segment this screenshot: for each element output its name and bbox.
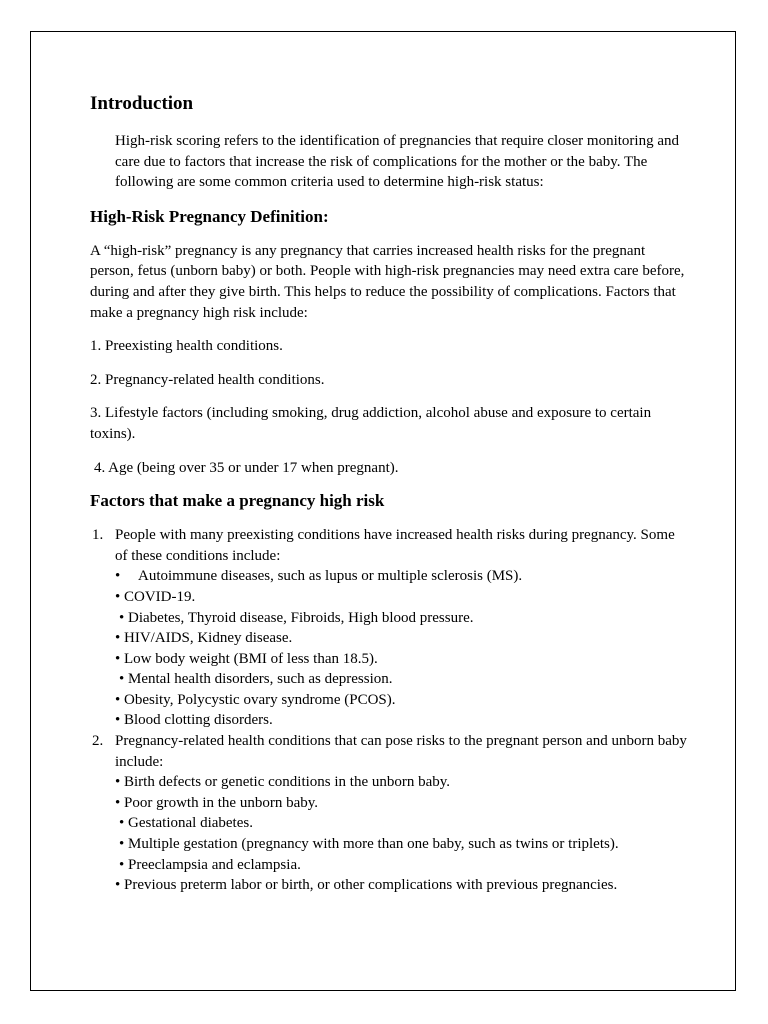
factor-group-intro: People with many preexisting conditions have increased health risks during pregnancy. Some of these conditions include: <box>115 527 675 564</box>
introduction-paragraph: High-risk scoring refers to the identification of pregnancies that require closer monitoring and care due to factors that increase the risk of complications for the mother or the baby. The following are some common criteria used to determine high-risk status: <box>115 133 679 191</box>
risk-factor-item: 4. Age (being over 35 or under 17 when pregnant). <box>94 459 399 476</box>
factor-group <box>90 731 690 772</box>
bullet-item: • Low body weight (BMI of less than 18.5). <box>115 650 378 667</box>
bullet-icon: • <box>115 568 121 585</box>
bullet-item: • Poor growth in the unborn baby. <box>115 794 319 811</box>
factor-group-intro: Pregnancy-related health conditions that can pose risks to the pregnant person and unborn baby include: <box>115 733 687 770</box>
factor-group-number: 2. <box>92 733 104 750</box>
factor-group <box>90 525 690 566</box>
factors-list <box>90 525 690 896</box>
risk-factor-item: 2. Pregnancy-related health conditions. <box>90 371 325 388</box>
bullet-item: • Birth defects or genetic conditions in the unborn baby. <box>115 774 451 791</box>
bullet-item: • HIV/AIDS, Kidney disease. <box>115 630 293 647</box>
bullet-item: • Mental health disorders, such as depression. <box>119 671 393 688</box>
definition-heading: High-Risk Pregnancy Definition: <box>90 206 329 226</box>
bullet-item: • Gestational diabetes. <box>119 815 253 832</box>
bullet-item: • Diabetes, Thyroid disease, Fibroids, High blood pressure. <box>119 609 474 626</box>
bullet-item: • Multiple gestation (pregnancy with more than one baby, such as twins or triplets). <box>119 836 619 853</box>
introduction-heading: Introduction <box>90 93 194 114</box>
factors-heading: Factors that make a pregnancy high risk <box>90 491 385 511</box>
bullet-item: • COVID-19. <box>115 588 196 605</box>
bullet-item: • Preeclampsia and eclampsia. <box>119 856 301 873</box>
document-body <box>90 92 690 896</box>
bullet-item: • Obesity, Polycystic ovary syndrome (PCOS). <box>115 691 396 708</box>
bullet-item: • Autoimmune diseases, such as lupus or multiple sclerosis (MS). <box>115 566 690 587</box>
risk-factor-item: 3. Lifestyle factors (including smoking, drug addiction, alcohol abuse and exposure to certain toxins). <box>90 405 652 442</box>
bullet-item: • Previous preterm labor or birth, or other complications with previous pregnancies. <box>115 877 618 894</box>
bullet-item: • Blood clotting disorders. <box>115 712 273 729</box>
factor-group-number: 1. <box>92 527 104 544</box>
risk-factor-item: 1. Preexisting health conditions. <box>90 338 283 355</box>
definition-paragraph: A “high-risk” pregnancy is any pregnancy that carries increased health risks for the pregnant person, fetus (unborn baby) or both. People with high-risk pregnancies may need extra care before, during and after they give birth. This helps to reduce the possibility of complications. Factors that make a pregnancy high risk include: <box>90 242 685 321</box>
